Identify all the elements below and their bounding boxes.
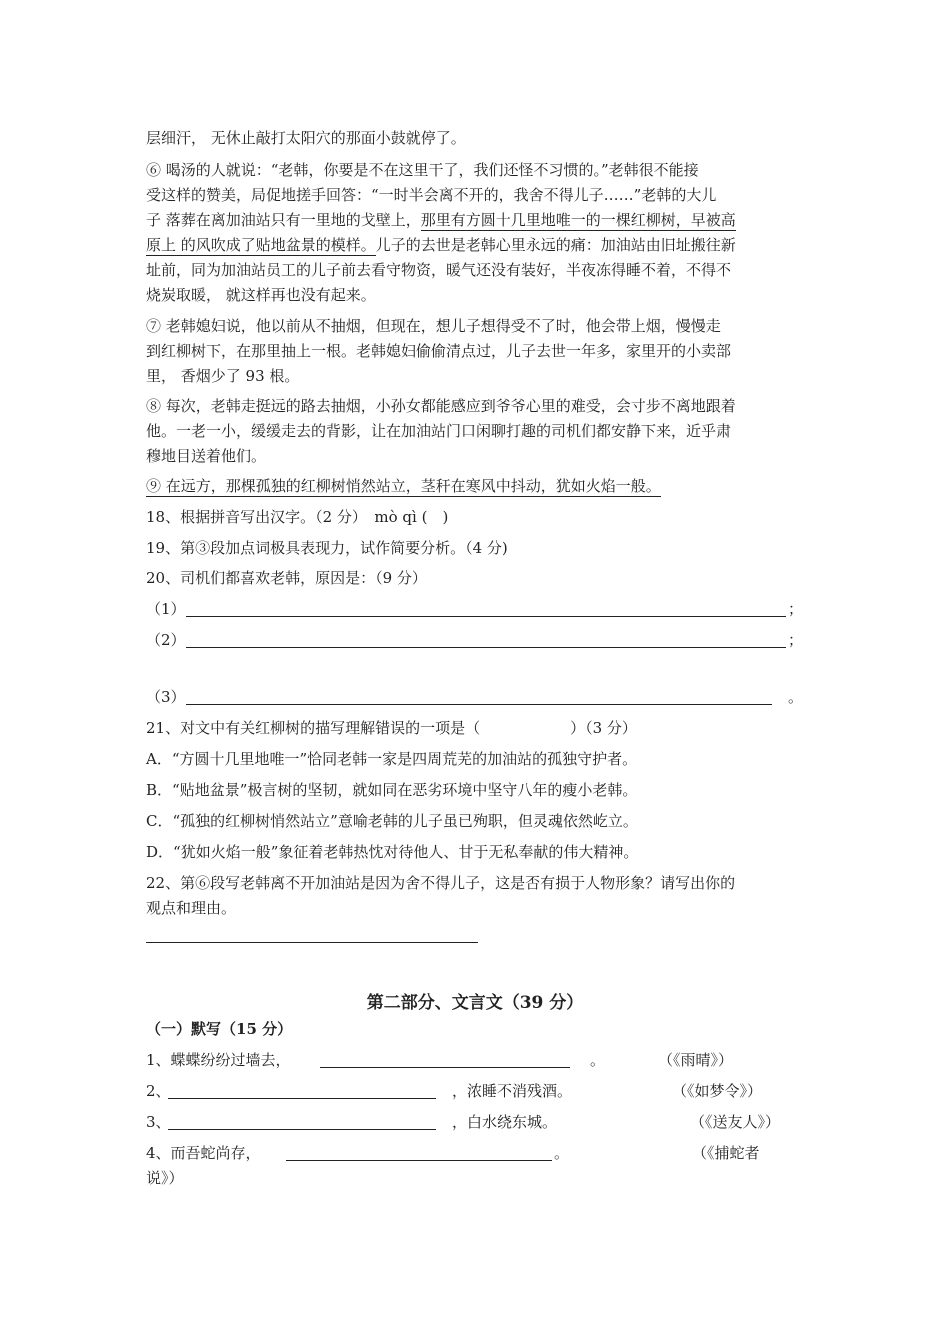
dictation-3-blank[interactable] [168, 1129, 436, 1130]
answer-20-3-label: （3） [146, 688, 186, 706]
answer-20-1-label: （1） [146, 600, 186, 618]
question-22-line-1: 22、第⑥段写老韩离不开加油站是因为舍不得儿子，这是否有损于人物形象？请写出你的 [146, 874, 736, 892]
paragraph-6-line-3-text: 子 落葬在离加油站只有一里地的戈壁上， [146, 211, 421, 229]
dictation-4-source-tail: 说》） [146, 1169, 184, 1187]
dictation-1-blank[interactable] [320, 1067, 570, 1068]
paragraph-8-line-3: 穆地目送着他们。 [146, 447, 267, 465]
paragraph-8-line-2: 他。一老一小，缓缓走去的背影，让在加油站门口闲聊打趣的司机们都安静下来，近乎肃 [146, 422, 732, 440]
answer-20-1-semicolon: ； [788, 600, 804, 618]
dictation-2-blank[interactable] [168, 1098, 436, 1099]
dictation-4-source: （《捕蛇者 [692, 1144, 760, 1162]
paragraph-8-line-1: ⑧ 每次，老韩走挺远的路去抽烟，小孙女都能感应到爷爷心里的难受，会寸步不离地跟着 [146, 397, 736, 415]
section-1-heading: （一）默写（15 分） [146, 1020, 293, 1038]
answer-20-3-line[interactable] [186, 704, 772, 705]
answer-22-line[interactable] [146, 942, 478, 943]
question-18: 18、根据拼音写出汉字。（2 分） mò qì ( ) [146, 508, 449, 526]
dictation-4-blank[interactable] [286, 1160, 552, 1161]
dictation-1-suffix: 。 [590, 1051, 606, 1069]
dictation-4-prefix: 4、而吾蛇尚存， [146, 1144, 261, 1162]
dictation-1-source: （《雨晴》） [658, 1051, 734, 1069]
underlined-sentence-part-1: 那里有方圆十几里地唯一的一棵红柳树，早被高 [420, 211, 736, 229]
paragraph-6-line-4 [146, 233, 736, 258]
dictation-3-source: （《送友人》） [690, 1113, 781, 1131]
paragraph-5-tail: 层细汗， 无休止敲打太阳穴的那面小鼓就停了。 [146, 129, 466, 147]
paragraph-6-line-5: 址前，同为加油站员工的儿子前去看守物资，暖气还没有装好，半夜冻得睡不着，不得不 [146, 261, 732, 279]
dictation-2-suffix: ，浓睡不消残酒。 [452, 1082, 573, 1100]
answer-20-2-line[interactable] [186, 647, 786, 648]
paragraph-7-line-3: 里， 香烟少了 93 根。 [146, 367, 300, 385]
question-21-option-c: C．“孤独的红柳树悄然站立”意喻老韩的儿子虽已殉职，但灵魂依然屹立。 [146, 812, 638, 830]
question-21-option-b: B．“贴地盆景”极言树的坚韧，就如同在恶劣环境中坚守八年的瘦小老韩。 [146, 781, 638, 799]
question-21-option-a: A．“方圆十几里地唯一”恰同老韩一家是四周荒芜的加油站的孤独守护者。 [146, 750, 638, 768]
dictation-3-suffix: ，白水绕东城。 [452, 1113, 558, 1131]
dictation-2-prefix: 2、 [146, 1082, 171, 1100]
dictation-3-prefix: 3、 [146, 1113, 171, 1131]
underlined-sentence-part-2: 原上 的风吹成了贴地盆景的模样。 [146, 236, 376, 254]
paragraph-6-line-4-text: 儿子的去世是老韩心里永远的痛：加油站由旧址搬往新 [375, 236, 736, 254]
part-2-title: 第二部分、文言文（39 分） [366, 993, 584, 1013]
paragraph-7-line-1: ⑦ 老韩媳妇说，他以前从不抽烟，但现在，想儿子想得受不了时，他会带上烟，慢慢走 [146, 317, 721, 335]
answer-20-3-period: 。 [788, 688, 804, 706]
paragraph-6-line-2: 受这样的赞美，局促地搓手回答：“一时半会离不开的，我舍不得儿子……”老韩的大儿 [146, 186, 717, 204]
question-21: 21、对文中有关红柳树的描写理解错误的一项是（ ）（3 分） [146, 719, 637, 737]
paragraph-9 [146, 474, 661, 499]
answer-20-1-line[interactable] [186, 616, 786, 617]
paragraph-7-line-2: 到红柳树下，在那里抽上一根。老韩媳妇偷偷清点过，儿子去世一年多，家里开的小卖部 [146, 342, 732, 360]
underlined-paragraph-9: ⑨ 在远方，那棵孤独的红柳树悄然站立，茎秆在寒风中抖动，犹如火焰一般。 [146, 477, 661, 495]
paragraph-6-line-1: ⑥ 喝汤的人就说：“老韩，你要是不在这里干了，我们还怪不习惯的。”老韩很不能接 [146, 161, 699, 179]
dictation-2-source: （《如梦令》） [672, 1082, 763, 1100]
question-22-line-2: 观点和理由。 [146, 899, 237, 917]
answer-20-2-semicolon: ； [788, 631, 804, 649]
question-20: 20、司机们都喜欢老韩，原因是：（9 分） [146, 569, 427, 587]
question-21-option-d: D．“犹如火焰一般”象征着老韩热忱对待他人、甘于无私奉献的伟大精神。 [146, 843, 639, 861]
paragraph-6-line-3 [146, 208, 736, 233]
paragraph-6-line-6: 烧炭取暖， 就这样再也没有起来。 [146, 286, 376, 304]
question-19: 19、第③段加点词极具表现力，试作简要分析。（4 分) [146, 539, 508, 557]
answer-20-2-label: （2） [146, 631, 186, 649]
dictation-4-suffix: 。 [554, 1144, 570, 1162]
dictation-1-prefix: 1、蝶蝶纷纷过墙去， [146, 1051, 291, 1069]
